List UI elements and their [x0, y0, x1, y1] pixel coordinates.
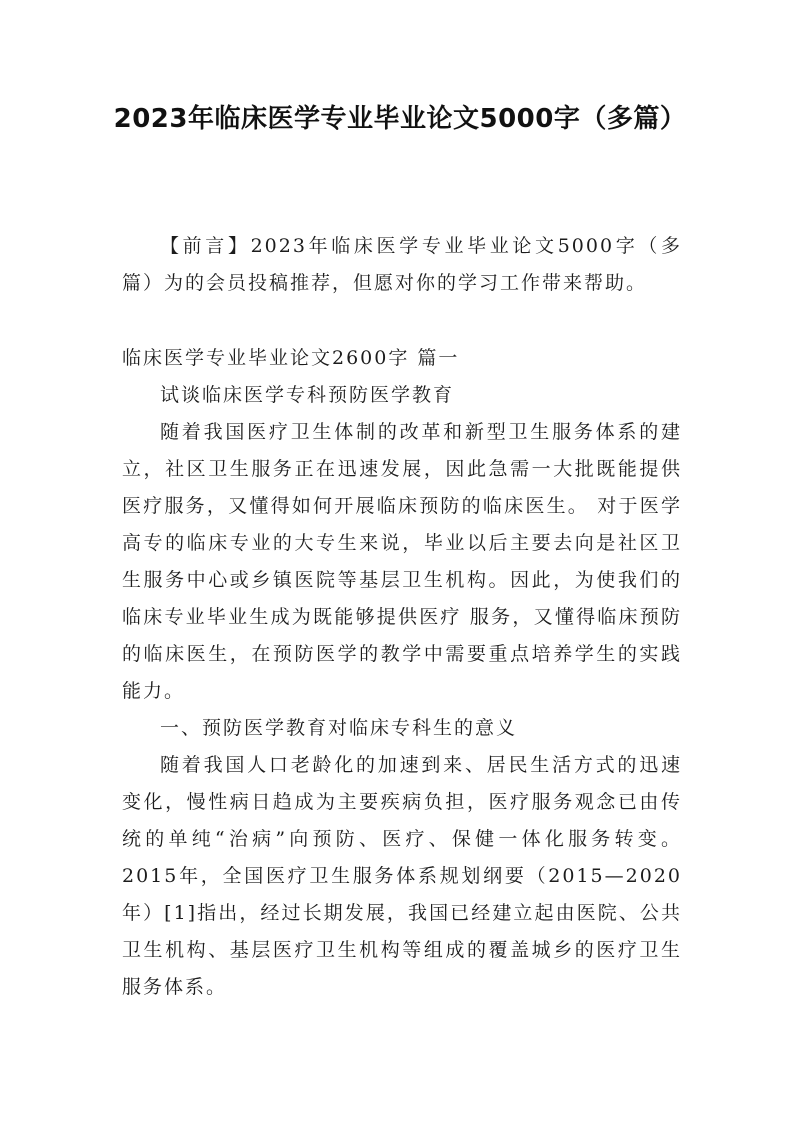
article-subtitle: 临床医学专业毕业论文2600字 篇一 — [122, 347, 460, 369]
intro-paragraph: 【前言】2023年临床医学专业毕业论文5000字（多篇）为的会员投稿推荐，但愿对你的学习工作带来帮助。 — [122, 235, 682, 294]
article-heading: 试谈临床医学专科预防医学教育 — [160, 384, 455, 406]
body-paragraph-2: 随着我国人口老龄化的加速到来、居民生活方式的迅速变化，慢性病日趋成为主要疾病负担，医疗服务观念已由传统的单纯“治病”向预防、医疗、保健一体化服务转变。2015年，全国医疗卫生服务体系规划纲要（2015—2020年）[1]指出，经过长期发展，我国已经建立起由医院、公共卫生机构、基层医疗卫生机构等组成的覆盖城乡的医疗卫生服务体系。 — [122, 754, 682, 998]
section-heading: 一、预防医学教育对临床专科生的意义 — [160, 717, 518, 739]
body-paragraph-1: 随着我国医疗卫生体制的改革和新型卫生服务体系的建立，社区卫生服务正在迅速发展，因此急需一大批既能提供医疗服务，又懂得如何开展临床预防的临床医生。 对于医学高专的临床专业的大专生来说，毕业以后主要去向是社区卫生服务中心或乡镇医院等基层卫生机构。因此，为使我们的临床专业毕业生成为既能够提供医疗 服务，又懂得临床预防的临床医生，在预防医学的教学中需要重点培养学生的实践能力。 — [122, 421, 682, 702]
document-title: 2023年临床医学专业毕业论文5000字（多篇） — [113, 104, 687, 134]
